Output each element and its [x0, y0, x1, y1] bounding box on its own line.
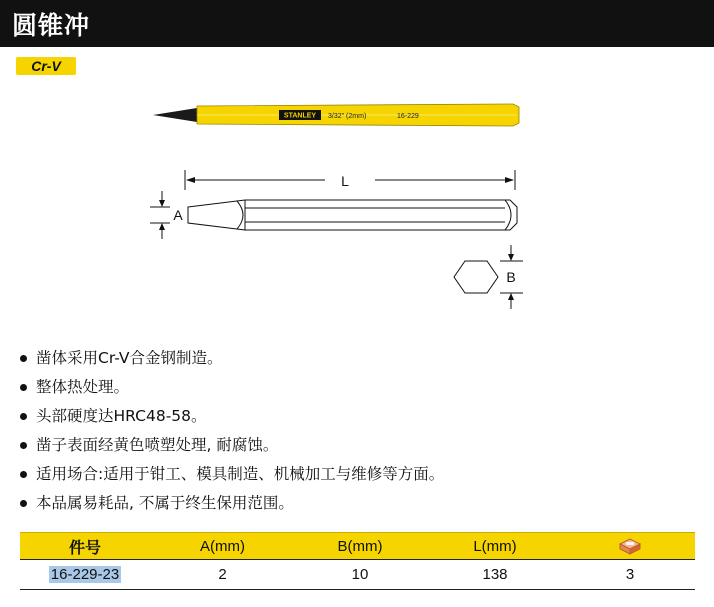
- punch-code-text: 16-229: [397, 113, 419, 120]
- feature-item: 头部硬度达HRC48-58。: [16, 402, 696, 431]
- punch-size-text: 3/32" (2mm): [328, 113, 367, 120]
- cell-b: 10: [351, 566, 369, 583]
- punch-tip: [153, 108, 197, 122]
- feature-list: [16, 344, 696, 518]
- col-header-part-no: 件号: [68, 537, 101, 557]
- hex-section: [454, 245, 523, 309]
- part-number-highlight[interactable]: 16-229-23: [50, 566, 120, 583]
- product-diagram: [145, 95, 535, 315]
- page-header: [0, 0, 714, 47]
- punch-brand-text: STANLEY: [283, 112, 317, 120]
- material-badge: [16, 57, 76, 75]
- feature-item: 凿体采用Cr-V合金钢制造。: [16, 344, 696, 373]
- cell-a: 2: [218, 566, 227, 583]
- col-header-b: B(mm): [337, 537, 383, 555]
- feature-item: 整体热处理。: [16, 373, 696, 402]
- cell-box-qty: 3: [625, 566, 635, 583]
- material-badge-label: Cr-V: [31, 58, 61, 74]
- feature-item: 本品属易耗品, 不属于终生保用范围。: [16, 489, 696, 518]
- product-figure: [145, 95, 535, 315]
- dim-L-label: L: [341, 173, 349, 189]
- hex-cross-section: [454, 261, 498, 293]
- table-row: [20, 559, 695, 590]
- cell-part-no[interactable]: [20, 560, 150, 589]
- box-icon: [618, 537, 642, 555]
- dim-A-label: A: [173, 207, 183, 223]
- col-header-a: A(mm): [200, 537, 245, 555]
- dimension-L: [185, 170, 515, 190]
- feature-item: 凿子表面经黄色喷塑处理, 耐腐蚀。: [16, 431, 696, 460]
- punch-photo: [153, 104, 519, 126]
- dim-B-label: B: [506, 269, 516, 285]
- page-title: 圆锥冲: [12, 11, 91, 40]
- feature-item: 适用场合:适用于钳工、模具制造、机械加工与维修等方面。: [16, 460, 696, 489]
- col-header-box-qty: [565, 533, 695, 559]
- punch-drawing: [188, 200, 517, 230]
- spec-table: [20, 532, 695, 590]
- col-header-l: L(mm): [473, 537, 517, 555]
- cell-l: 138: [482, 566, 508, 583]
- dimension-A: [150, 191, 183, 239]
- table-header-row: [20, 532, 695, 559]
